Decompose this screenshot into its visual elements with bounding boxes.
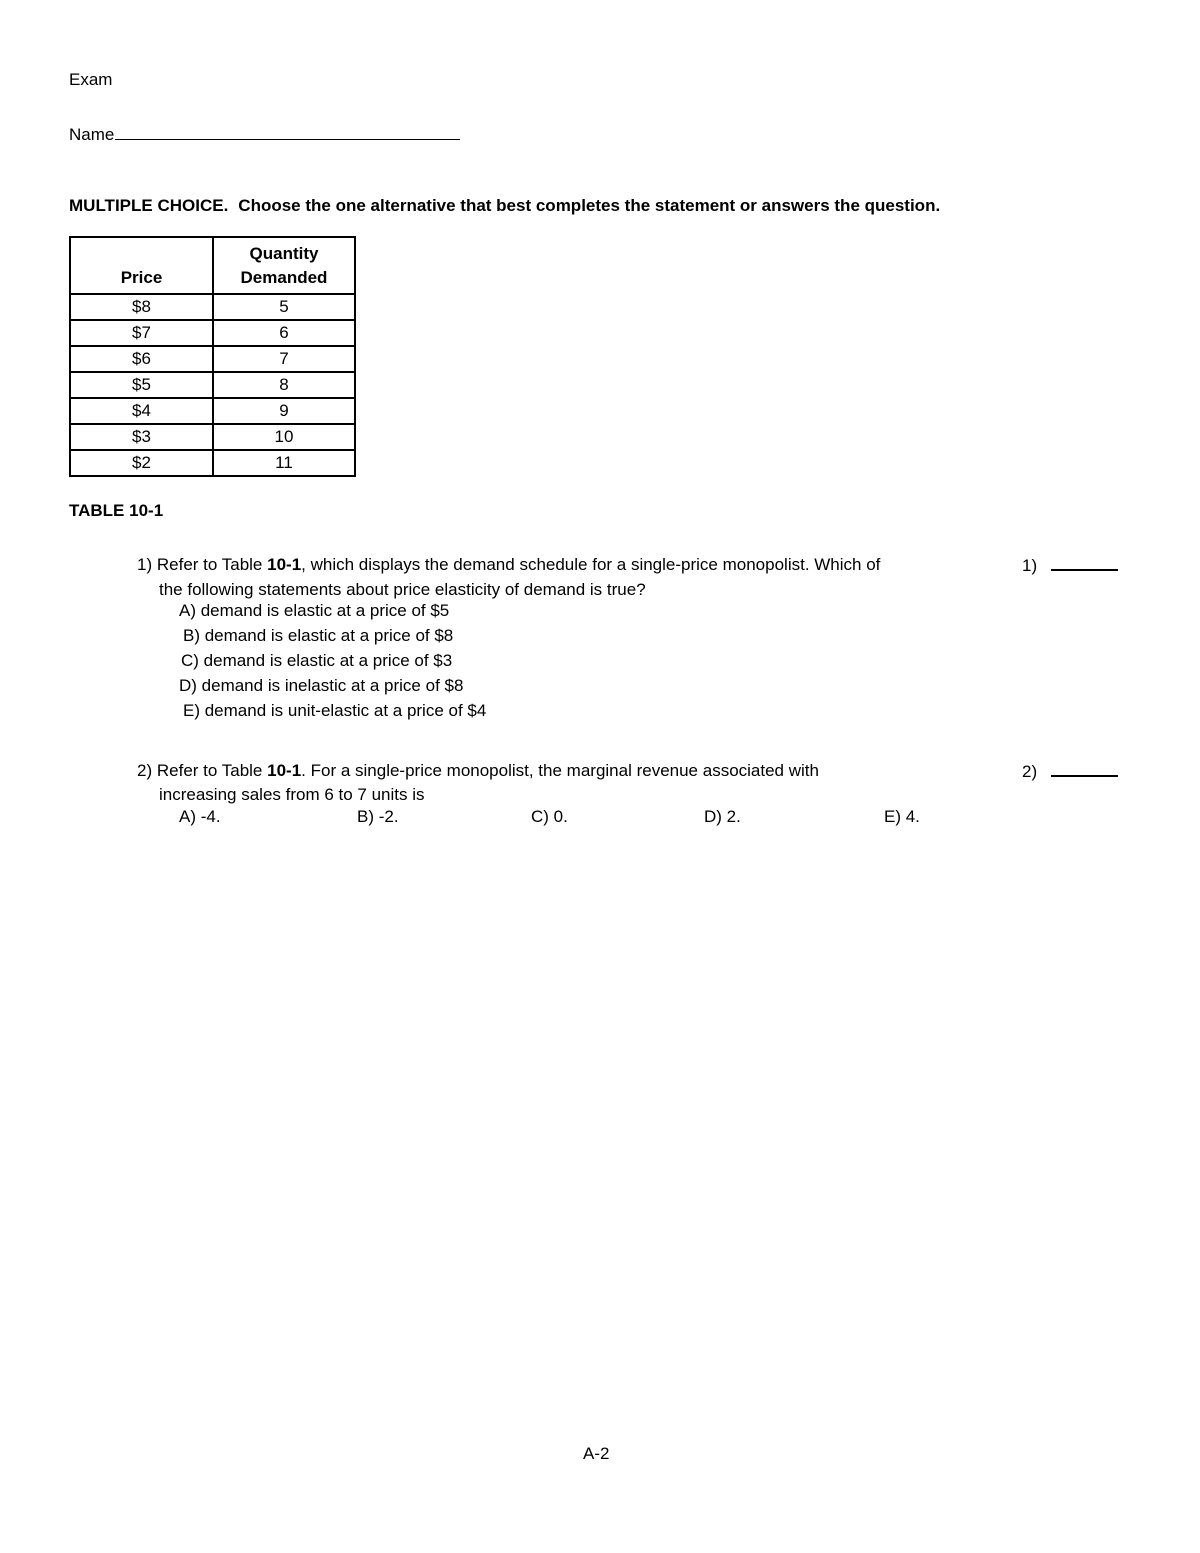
price-header bbox=[70, 237, 213, 294]
price-header-label: Price bbox=[120, 268, 163, 287]
question-1-answer-label: 1) bbox=[1022, 556, 1038, 575]
price-cell: $2 bbox=[70, 450, 213, 476]
table-row bbox=[70, 450, 355, 476]
question-1-option-e[interactable]: E) demand is unit-elastic at a price of $4 bbox=[183, 701, 487, 720]
question-1-answer-blank[interactable] bbox=[1051, 552, 1118, 571]
instructions bbox=[69, 196, 940, 216]
instructions-text: Choose the one alternative that best completes the statement or answers the question. bbox=[238, 196, 941, 215]
price-cell: $5 bbox=[70, 372, 213, 398]
quantity-cell: 6 bbox=[213, 320, 355, 346]
question-2-table-ref: 10-1 bbox=[267, 761, 302, 780]
quantity-cell: 9 bbox=[213, 398, 355, 424]
quantity-cell: 10 bbox=[213, 424, 355, 450]
table-row bbox=[70, 320, 355, 346]
question-2-answer-blank[interactable] bbox=[1051, 758, 1118, 777]
price-cell: $4 bbox=[70, 398, 213, 424]
exam-title: Exam bbox=[69, 70, 113, 89]
table-row bbox=[70, 294, 355, 320]
question-1-option-a[interactable]: A) demand is elastic at a price of $5 bbox=[179, 601, 450, 620]
question-2-option-c[interactable]: C) 0. bbox=[531, 807, 568, 826]
price-cell: $8 bbox=[70, 294, 213, 320]
question-1-prefix: Refer to Table bbox=[156, 555, 268, 574]
question-2-prefix: Refer to Table bbox=[156, 761, 268, 780]
question-1-text-line2: the following statements about price elasticity of demand is true? bbox=[159, 580, 646, 599]
quantity-header bbox=[213, 237, 355, 294]
question-2-answer-field[interactable] bbox=[1022, 758, 1118, 782]
question-1-table-ref: 10-1 bbox=[267, 555, 302, 574]
question-1-answer-field[interactable] bbox=[1022, 552, 1118, 576]
quantity-header-line1: Quantity bbox=[249, 244, 319, 263]
instructions-lead: MULTIPLE CHOICE. bbox=[69, 196, 229, 215]
question-2-number: 2) bbox=[137, 761, 153, 780]
question-1-number: 1) bbox=[137, 555, 153, 574]
question-1-text bbox=[137, 552, 880, 577]
page-number: A-2 bbox=[583, 1444, 610, 1463]
table-row bbox=[70, 372, 355, 398]
name-field[interactable] bbox=[69, 121, 460, 145]
question-1-option-d[interactable]: D) demand is inelastic at a price of $8 bbox=[179, 676, 464, 695]
price-cell: $6 bbox=[70, 346, 213, 372]
quantity-header-line2: Demanded bbox=[240, 268, 328, 287]
quantity-cell: 5 bbox=[213, 294, 355, 320]
price-cell: $7 bbox=[70, 320, 213, 346]
quantity-cell: 8 bbox=[213, 372, 355, 398]
quantity-cell: 11 bbox=[213, 450, 355, 476]
question-2-option-b[interactable]: B) -2. bbox=[357, 807, 399, 826]
question-2-suffix: . For a single-price monopolist, the marginal revenue associated with bbox=[301, 761, 819, 780]
quantity-cell: 7 bbox=[213, 346, 355, 372]
question-1-option-b[interactable]: B) demand is elastic at a price of $8 bbox=[183, 626, 454, 645]
question-2-text-line2: increasing sales from 6 to 7 units is bbox=[159, 785, 425, 804]
question-2-answer-label: 2) bbox=[1022, 762, 1038, 781]
name-blank-line[interactable] bbox=[115, 121, 460, 140]
table-caption: TABLE 10-1 bbox=[69, 501, 164, 520]
question-2-option-a[interactable]: A) -4. bbox=[179, 807, 221, 826]
demand-schedule-table bbox=[69, 236, 356, 477]
name-label: Name bbox=[69, 125, 115, 144]
question-1-suffix: , which displays the demand schedule for a single-price monopolist. Which of bbox=[301, 555, 881, 574]
question-1-option-c[interactable]: C) demand is elastic at a price of $3 bbox=[181, 651, 453, 670]
question-2-option-e[interactable]: E) 4. bbox=[884, 807, 920, 826]
table-header-row bbox=[70, 237, 355, 294]
question-2-option-d[interactable]: D) 2. bbox=[704, 807, 741, 826]
table-row bbox=[70, 424, 355, 450]
table-row bbox=[70, 346, 355, 372]
table-row bbox=[70, 398, 355, 424]
question-2-text bbox=[137, 758, 819, 783]
price-cell: $3 bbox=[70, 424, 213, 450]
